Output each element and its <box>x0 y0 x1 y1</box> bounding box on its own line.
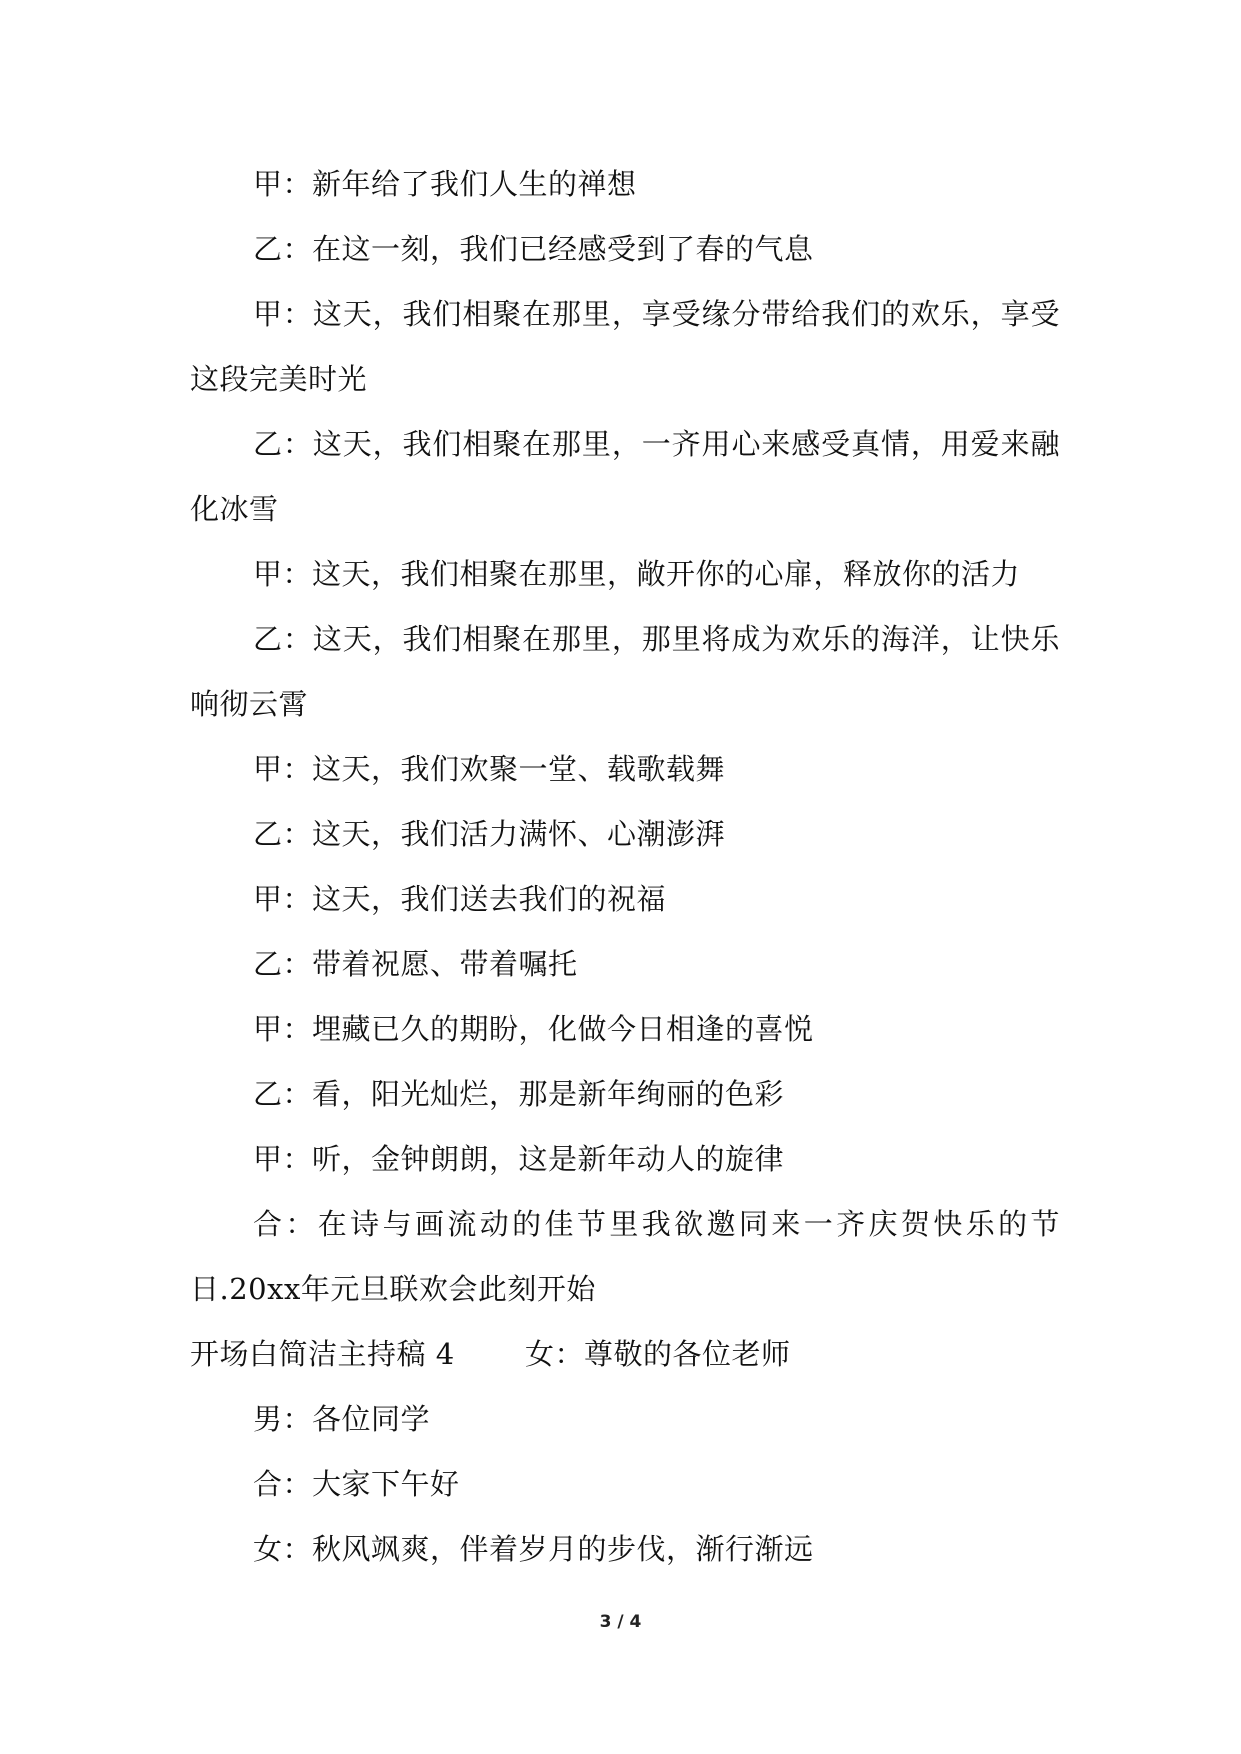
paragraph: 乙：这天，我们活力满怀、心潮澎湃 <box>253 817 726 851</box>
paragraph: 甲：这天，我们相聚在那里，享受缘分带给我们的欢乐，享受这段完美时光 <box>190 297 1060 396</box>
paragraph: 甲：新年给了我们人生的禅想 <box>253 167 637 201</box>
paragraph: 甲：埋藏已久的期盼，化做今日相逢的喜悦 <box>253 1012 814 1046</box>
document-body <box>190 152 1060 1582</box>
paragraph: 乙：带着祝愿、带着嘱托 <box>253 947 578 981</box>
paragraph: 男：各位同学 <box>253 1402 431 1436</box>
paragraph: 合：大家下午好 <box>253 1467 460 1501</box>
paragraph: 乙：这天，我们相聚在那里，一齐用心来感受真情，用爱来融化冰雪 <box>190 427 1060 526</box>
paragraph: 乙：这天，我们相聚在那里，那里将成为欢乐的海洋，让快乐响彻云霄 <box>190 622 1060 721</box>
paragraph: 甲：这天，我们相聚在那里，敞开你的心扉，释放你的活力 <box>253 557 1021 591</box>
paragraph: 乙：在这一刻，我们已经感受到了春的气息 <box>253 232 814 266</box>
page-number: 3 / 4 <box>599 1612 642 1632</box>
section-first-line: 女：尊敬的各位老师 <box>525 1337 791 1371</box>
section-heading-line <box>190 1322 1060 1387</box>
paragraph: 甲：这天，我们送去我们的祝福 <box>253 882 667 916</box>
section-title: 开场白简洁主持稿 4 <box>190 1337 455 1371</box>
paragraph: 女：秋风飒爽，伴着岁月的步伐，渐行渐远 <box>253 1532 814 1566</box>
paragraph: 合：在诗与画流动的佳节里我欲邀同来一齐庆贺快乐的节日.20xx年元旦联欢会此刻开始 <box>190 1207 1060 1306</box>
paragraph: 乙：看，阳光灿烂，那是新年绚丽的色彩 <box>253 1077 785 1111</box>
paragraph: 甲：听，金钟朗朗，这是新年动人的旋律 <box>253 1142 785 1176</box>
paragraph: 甲：这天，我们欢聚一堂、载歌载舞 <box>253 752 726 786</box>
